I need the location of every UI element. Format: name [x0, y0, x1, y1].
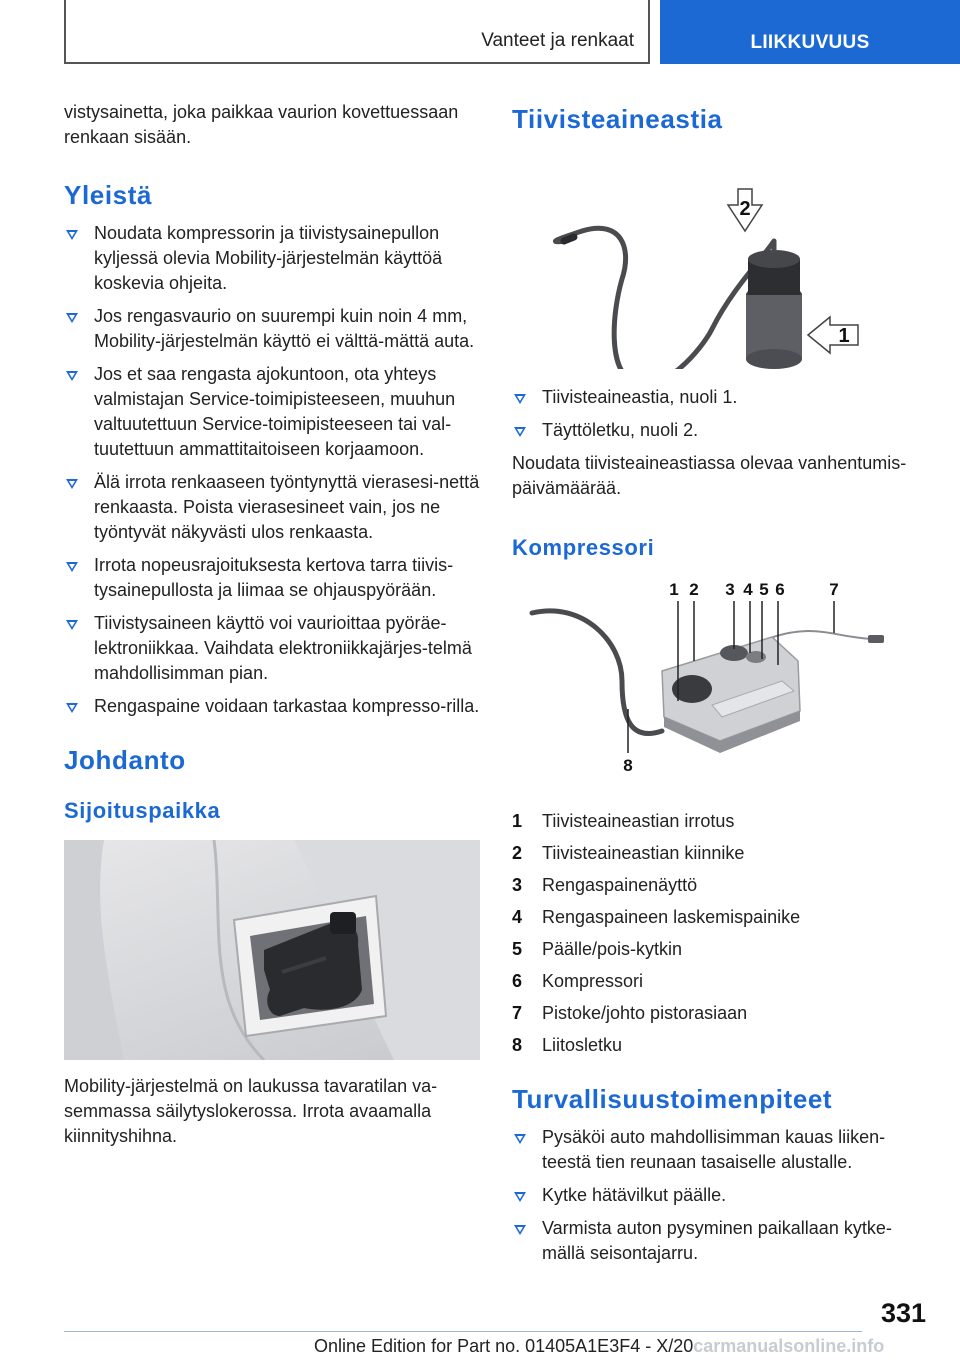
callout-2: 2 [739, 198, 751, 220]
heading-location: Sijoituspaikka [64, 798, 221, 823]
list-item: Tiivistysaineen käyttö voi vaurioittaa pyöräe‐lektroniikkaa. Vaihdata elektroniikkajärjes‐telmä mahdollisimman pian. [64, 611, 480, 686]
sealant-container-figure [512, 149, 928, 369]
list-item: Tiivisteaineastia, nuoli 1. [512, 385, 928, 410]
list-item: Varmista auton pysyminen paikallaan kytke‐mällä seisontajarru. [512, 1216, 928, 1266]
list-item: 1 Tiivisteaineastian irrotus [512, 811, 735, 831]
section-title: Vanteet ja renkaat [481, 30, 634, 51]
triangle-bullet-icon [66, 479, 78, 489]
callout-7: 7 [829, 581, 839, 599]
heading-sealant-container: Tiivisteaineastia [512, 104, 723, 134]
header-chapter-tab[interactable] [660, 0, 960, 64]
compressor-figure [512, 581, 928, 795]
triangle-bullet-icon [514, 394, 526, 404]
heading-general: Yleistä [64, 180, 153, 210]
location-photo [64, 840, 480, 1060]
heading-safety: Turvallisuustoimenpiteet [512, 1084, 833, 1114]
list-item: 2 Tiivisteaineastian kiinnike [512, 843, 745, 863]
triangle-bullet-icon [514, 1134, 526, 1144]
triangle-bullet-icon [514, 427, 526, 437]
general-bullet-list [64, 221, 480, 719]
triangle-bullet-icon [514, 1192, 526, 1202]
callout-1: 1 [669, 581, 679, 599]
list-item: Irrota nopeusrajoituksesta kertova tarra tiivis‐tysainepullosta ja liimaa se ohjauspyörään. [64, 553, 480, 603]
heading-introduction: Johdanto [64, 745, 186, 775]
page-number: 331 [880, 1298, 926, 1328]
callout-4: 4 [743, 581, 753, 599]
sealant-container-illustration [512, 149, 928, 369]
container-note: Noudata tiivisteaineastiassa olevaa vanhentumis‐päivämäärää. [512, 453, 907, 498]
list-item: Jos rengasvaurio on suurempi kuin noin 4 mm, Mobility-järjestelmän käyttö ei välttä‐mättä auta. [64, 304, 480, 354]
edition-text: Online Edition for Part no. 01405A1E3F4 - X/20 [314, 1336, 694, 1356]
triangle-bullet-icon [514, 1225, 526, 1235]
list-item: Jos et saa rengasta ajokuntoon, ota yhteys valmistajan Service-toimipisteeseen, muuhun valtuutettuun Service-toimipisteeseen tai val‐tuutettuun ammattitaitoiseen korjaamoon. [64, 362, 480, 462]
heading-compressor: Kompressori [512, 535, 655, 560]
triangle-bullet-icon [66, 620, 78, 630]
list-item: Pysäköi auto mahdollisimman kauas liiken‐teestä tien reunaan tasaiselle alustalle. [512, 1125, 928, 1175]
list-item: Rengaspaine voidaan tarkastaa kompresso‐rilla. [64, 694, 480, 719]
safety-bullet-list [512, 1125, 928, 1266]
callout-2: 2 [689, 581, 699, 599]
list-item: 7 Pistoke/johto pistorasiaan [512, 1003, 748, 1023]
right-column [512, 100, 928, 1274]
left-column [64, 100, 480, 1149]
triangle-bullet-icon [66, 230, 78, 240]
list-item: Täyttöletku, nuoli 2. [512, 418, 928, 443]
triangle-bullet-icon [66, 562, 78, 572]
triangle-bullet-icon [66, 371, 78, 381]
callout-6: 6 [775, 581, 785, 599]
callout-8: 8 [623, 756, 633, 775]
header-section-box [64, 0, 650, 64]
footer-edition [314, 1336, 884, 1357]
list-item: 6 Kompressori [512, 971, 644, 991]
footer-divider [64, 1331, 862, 1332]
triangle-bullet-icon [66, 703, 78, 713]
callout-5: 5 [759, 581, 769, 599]
list-item: 8 Liitosletku [512, 1035, 623, 1055]
watermark-text[interactable]: carmanualsonline.info [693, 1336, 885, 1356]
list-item: 3 Rengaspainenäyttö [512, 875, 698, 895]
compressor-parts-list [512, 809, 928, 1058]
list-item: Älä irrota renkaaseen työntynyttä vierasesi‐nettä renkaasta. Poista vierasesineet vain, jos ne työntyvät näkyvästi ulos renkaasta. [64, 470, 480, 545]
list-item: 4 Rengaspaineen laskemispainike [512, 907, 801, 927]
chapter-title: LIIKKUVUUS [750, 32, 870, 53]
list-item: Kytke hätävilkut päälle. [512, 1183, 928, 1208]
container-bullet-list [512, 385, 928, 443]
callout-1: 1 [838, 325, 850, 347]
triangle-bullet-icon [66, 313, 78, 323]
trunk-compartment-illustration [64, 840, 480, 1060]
compressor-illustration [512, 581, 928, 795]
intro-text: vistysainetta, joka paikkaa vaurion kovettuessaan renkaan sisään. [64, 102, 459, 147]
list-item: 5 Päälle/pois-kytkin [512, 939, 683, 959]
list-item: Noudata kompressorin ja tiivistysainepullon kyljessä olevia Mobility-järjestelmän käyttöä koskevia ohjeita. [64, 221, 480, 296]
location-text: Mobility-järjestelmä on laukussa tavaratilan va‐semmassa säilytyslokerossa. Irrota avaamalla kiinnityshihna. [64, 1076, 438, 1146]
callout-3: 3 [725, 581, 735, 599]
